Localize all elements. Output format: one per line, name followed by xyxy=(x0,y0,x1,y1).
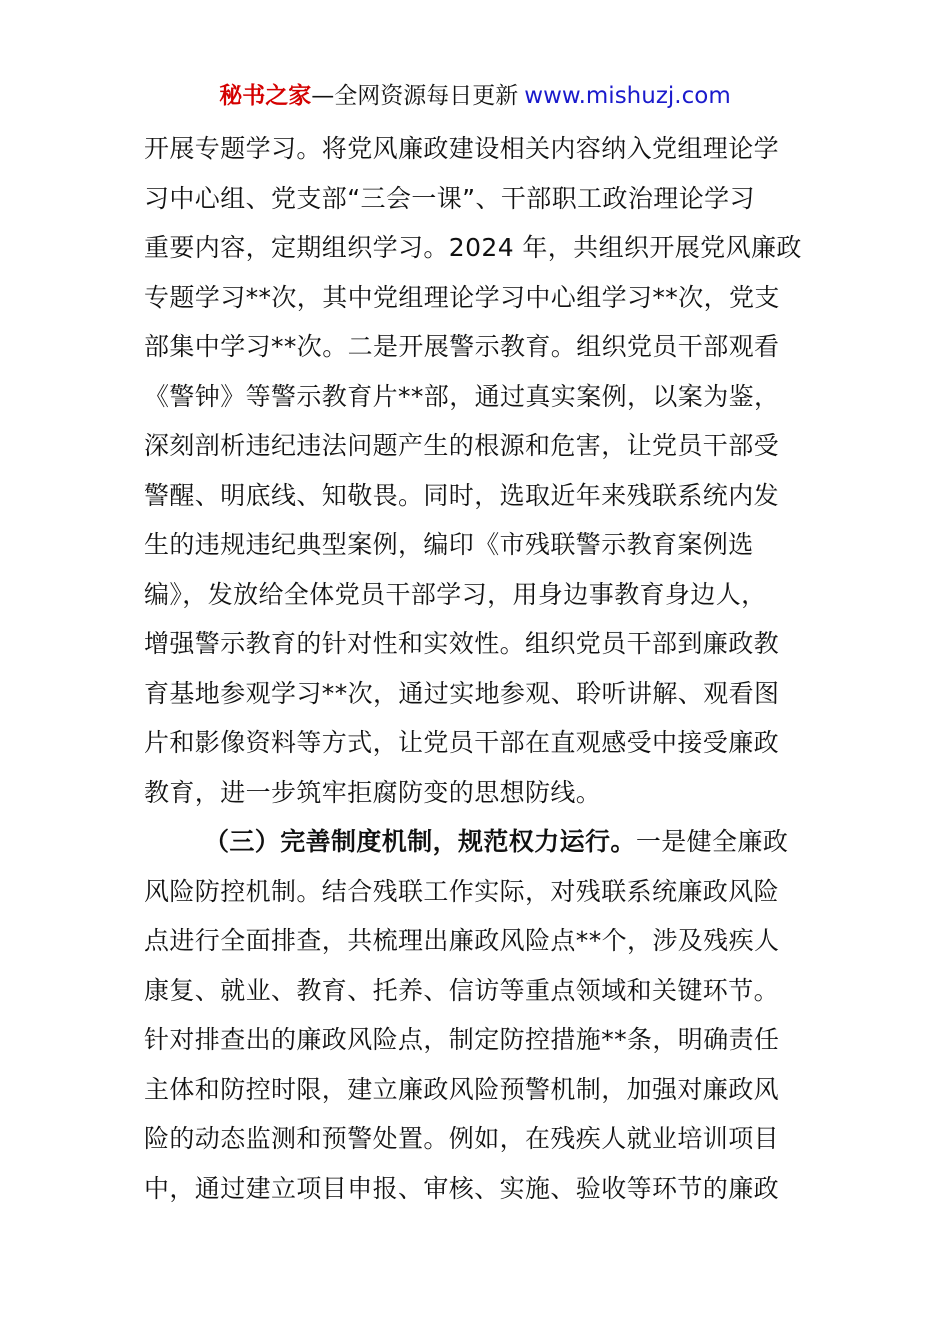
text-line: 专题学习**次，其中党组理论学习中心组学习**次，党支 xyxy=(144,282,780,312)
text-line: 康复、就业、教育、托养、信访等重点领域和关键环节。 xyxy=(144,975,780,1005)
text-line: 生的违规违纪典型案例，编印《市残联警示教育案例选 xyxy=(144,530,754,559)
section-3-lead: 一是健全廉政 xyxy=(635,827,789,856)
text-line: 警醒、明底线、知敬畏。同时，选取近年来残联系统内发 xyxy=(144,480,780,510)
text-line: 习中心组、党支部“三会一课”、干部职工政治理论学习 xyxy=(144,183,755,213)
section-3-heading: （三）完善制度机制，规范权力运行。 xyxy=(204,827,636,856)
text-line: 编》，发放给全体党员干部学习，用身边事教育身边人， xyxy=(144,579,767,609)
text-line: 深刻剖析违纪违法问题产生的根源和危害，让党员干部受 xyxy=(144,431,780,460)
text-line: 点进行全面排查，共梳理出廉政风险点**个，涉及残疾人 xyxy=(144,926,780,955)
site-url[interactable]: www.mishuzj.com xyxy=(524,83,731,109)
document-body xyxy=(144,124,810,1213)
text-line: 增强警示教育的针对性和实效性。组织党员干部到廉政教 xyxy=(144,629,780,658)
text-line: 部集中学习**次。二是开展警示教育。组织党员干部观看 xyxy=(144,332,780,361)
text-line: 中，通过建立项目申报、审核、实施、验收等环节的廉政 xyxy=(144,1173,780,1203)
text-line: 风险防控机制。结合残联工作实际，对残联系统廉政风险 xyxy=(144,876,780,906)
site-header xyxy=(0,78,950,114)
text-line: 主体和防控时限，建立廉政风险预警机制，加强对廉政风 xyxy=(144,1074,780,1104)
text-line: 育基地参观学习**次，通过实地参观、聆听讲解、观看图 xyxy=(144,678,780,708)
text-line: 开展专题学习。将党风廉政建设相关内容纳入党组理论学 xyxy=(144,134,780,163)
text-line: 片和影像资料等方式，让党员干部在直观感受中接受廉政 xyxy=(144,728,780,757)
text-line: 针对排查出的廉政风险点，制定防控措施**条，明确责任 xyxy=(144,1025,780,1054)
text-line: 险的动态监测和预警处置。例如，在残疾人就业培训项目 xyxy=(144,1124,780,1153)
text-line: 《警钟》等警示教育片**部，通过真实案例，以案为鉴， xyxy=(144,381,780,411)
text-line: 教育，进一步筑牢拒腐防变的思想防线。 xyxy=(144,777,602,807)
brand-name: 秘书之家 xyxy=(219,83,312,109)
text-line: 重要内容，定期组织学习。2024 年，共组织开展党风廉政 xyxy=(144,233,802,262)
header-slogan: —全网资源每日更新 xyxy=(311,83,519,109)
section-3-first-line xyxy=(144,817,810,867)
